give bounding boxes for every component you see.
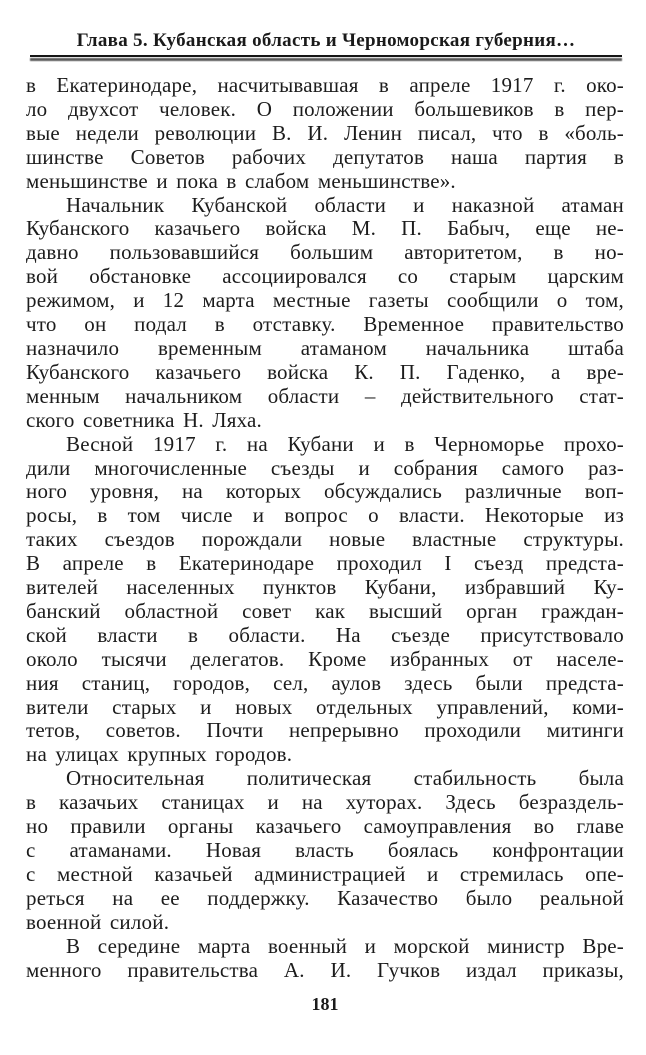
text-line: В середине марта военный и морской министр Вре- bbox=[66, 934, 624, 958]
text-line: режимом, и 12 марта местные газеты сообщили о том, bbox=[26, 289, 624, 313]
text-line: что он подал в отставку. Временное правительство bbox=[26, 313, 624, 337]
header-rule-thick-line bbox=[30, 58, 622, 61]
text-line: ного уровня, на которых обсуждались различные воп- bbox=[26, 480, 624, 504]
page-number: 181 bbox=[311, 994, 339, 1015]
text-line: Кубанского казачьего войска К. П. Гаденко, а вре- bbox=[26, 360, 624, 384]
header-rule bbox=[30, 55, 622, 61]
paragraph bbox=[26, 433, 624, 768]
text-line: менным начальником области – действительного стат- bbox=[26, 384, 624, 408]
text-line: военной силой. bbox=[26, 910, 170, 934]
text-line: В апреле в Екатеринодаре проходил I съезд предста- bbox=[26, 552, 624, 576]
text-line: меньшинстве и пока в слабом меньшинстве». bbox=[26, 169, 456, 193]
paragraph bbox=[26, 74, 624, 194]
text-line: с местной казачьей администрацией и стремилась опе- bbox=[26, 862, 624, 886]
text-line: менного правительства А. И. Гучков издал приказы, bbox=[26, 958, 624, 982]
text-line: с атаманами. Новая власть боялась конфронтации bbox=[26, 839, 624, 862]
text-line: Начальник Кубанской области и наказной атаман bbox=[66, 193, 624, 217]
text-line: Кубанского казачьего войска М. П. Бабыч, еще не- bbox=[26, 217, 624, 241]
text-line: вые недели революции В. И. Ленин писал, что в «боль- bbox=[26, 121, 624, 145]
text-line: вой обстановке ассоциировался со старым царским bbox=[26, 265, 624, 289]
text-line: вителей населенных пунктов Кубани, избравший Ку- bbox=[26, 576, 624, 600]
text-line: на улицах крупных городов. bbox=[26, 743, 293, 767]
text-line: в Екатеринодаре, насчитывавшая в апреле 1917 г. око- bbox=[26, 74, 624, 97]
text-line: назначило временным атаманом начальника штаба bbox=[26, 336, 624, 360]
text-line: тетов, советов. Почти непрерывно проходили митинги bbox=[26, 719, 624, 743]
text-line: дили многочисленные съезды и собрания самого раз- bbox=[26, 456, 624, 480]
text-line: около тысячи делегатов. Кроме избранных от населе- bbox=[26, 647, 624, 671]
text-line: банский областной совет как высший орган граждан- bbox=[26, 599, 624, 623]
text-line: ния станиц, городов, сел, аулов здесь были предста- bbox=[26, 671, 624, 695]
text-line: ского советника Н. Ляха. bbox=[26, 408, 263, 432]
running-header bbox=[30, 30, 622, 61]
text-line: Весной 1917 г. на Кубани и в Черноморье прохо- bbox=[66, 432, 624, 456]
text-line: росы, в том числе и вопрос о власти. Некоторые из bbox=[26, 504, 624, 528]
text-line: Относительная политическая стабильность была bbox=[66, 767, 624, 791]
text-line: ло двухсот человек. О положении большевиков в пер- bbox=[26, 97, 624, 121]
chapter-header-title: Глава 5. Кубанская область и Черноморская губерния… bbox=[76, 30, 576, 51]
text-line: ской власти в области. На съезде присутствовало bbox=[26, 623, 624, 647]
text-line: реться на ее поддержку. Казачество было реальной bbox=[26, 886, 624, 910]
text-line: но правили органы казачьего самоуправления во главе bbox=[26, 815, 624, 839]
paragraph bbox=[26, 767, 624, 934]
header-rule-thin-line bbox=[30, 55, 622, 57]
text-line: в казачьих станицах и на хуторах. Здесь безраздель- bbox=[26, 791, 624, 815]
text-line: давно пользовавшийся большим авторитетом, в но- bbox=[26, 241, 624, 265]
text-line: шинстве Советов рабочих депутатов наша партия в bbox=[26, 145, 624, 169]
paragraph bbox=[26, 194, 624, 433]
text-line: вители старых и новых отдельных управлений, коми- bbox=[26, 695, 624, 719]
body-text bbox=[26, 74, 624, 982]
paragraph bbox=[26, 935, 624, 983]
text-line: таких съездов порождали новые властные структуры. bbox=[26, 528, 624, 552]
